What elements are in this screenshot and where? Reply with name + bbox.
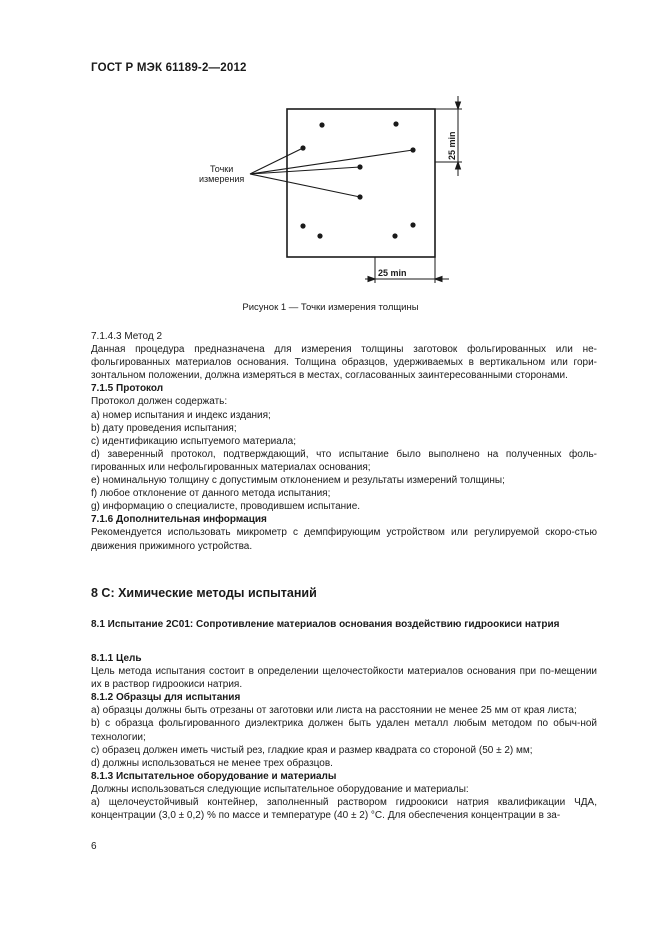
section-7-text [91,330,597,553]
measure-point [392,233,397,238]
paragraph: Цель метода испытания состоит в определении щелочестойкости материалов основания при по-мещении их в раствор гидроокиси натрия. [91,666,597,691]
subsection-heading: 8.1.2 Образцы для испытания [91,692,241,704]
points-label-line1: Точки [210,164,234,174]
list-item: с) идентификацию испытуемого материала; [91,435,297,447]
dim-horizontal-label: 25 min [378,268,407,278]
list-item: d) заверенный протокол, подтверждающий, что испытание было выполнено на полученных фоль-гированных или нефольгированных материалах основания; [91,448,597,473]
subsection-heading: 7.1.6 Дополнительная информация [91,514,267,526]
paragraph: Данная процедура предназначена для измерения толщины заготовок фольгированных или не-фольгированных материалов основания. Толщина образцов, удерживаемых в вертикальном или гори-зонтальном положении, должна измеряться в местах, согласованных заинтересованными сторонами. [91,344,597,382]
subsection-heading: 7.1.5 Протокол [91,383,164,395]
paragraph: Протокол должен содержать: [91,396,228,408]
section-8-1-heading: 8.1 Испытание 2С01: Сопротивление материалов основания воздействию гидроокиси натрия [91,619,560,630]
figure-thickness-points [0,0,661,330]
list-item: а) номер испытания и индекс издания; [91,409,271,421]
measure-point [317,233,322,238]
list-item: b) с образца фольгированного диэлектрика должен быть удален металл любым методом по обыч-ной технологии; [91,718,597,743]
list-item: с) образец должен иметь чистый рез, гладкие края и размер квадрата со стороной (50 ± 2) мм; [91,744,533,756]
list-item: а) образцы должны быть отрезаны от заготовки или листа на расстоянии не менее 25 мм от края листа; [91,705,577,717]
points-label-line2: измерения [199,174,245,184]
paragraph: 7.1.4.3 Метод 2 [91,331,163,342]
subsection-heading: 8.1.3 Испытательное оборудование и материалы [91,770,337,782]
list-item: а) щелочеустойчивый контейнер, заполненный раствором гидроокиси натрия квалификации ЧДА, концентрации (3,0 ± 0,2) % по массе и температуре (40 ± 2) °С. Для обеспечения концентрации в за- [91,797,597,822]
section-8-title: 8 С: Химические методы испытаний [91,586,317,600]
measure-point [393,121,398,126]
document-header: ГОСТ Р МЭК 61189-2—2012 [91,62,247,74]
dim-vertical-label: 25 min [447,131,457,160]
measure-point [300,223,305,228]
specimen-square [287,109,435,257]
measure-point [319,122,324,127]
paragraph: Рекомендуется использовать микрометр с демпфирующим устройством или регулируемой скоро-стью движения прижимного устройства. [91,527,597,552]
list-item: b) дату проведения испытания; [91,422,237,434]
list-item: g) информацию о специалисте, проводившем испытание. [91,501,361,513]
figure-caption: Рисунок 1 — Точки измерения толщины [242,302,419,313]
section-8-text [91,652,597,822]
leader-lines [250,148,413,197]
subsection-heading: 8.1.1 Цель [91,653,142,664]
paragraph: Должны использоваться следующие испытательное оборудование и материалы: [91,783,469,795]
page-number: 6 [91,841,97,852]
list-item: е) номинальную толщину с допустимым отклонением и результаты измерений толщины; [91,475,505,487]
list-item: f) любое отклонение от данного метода испытания; [91,488,331,500]
list-item: d) должны использоваться не менее трех образцов. [91,757,333,769]
measure-point [410,222,415,227]
